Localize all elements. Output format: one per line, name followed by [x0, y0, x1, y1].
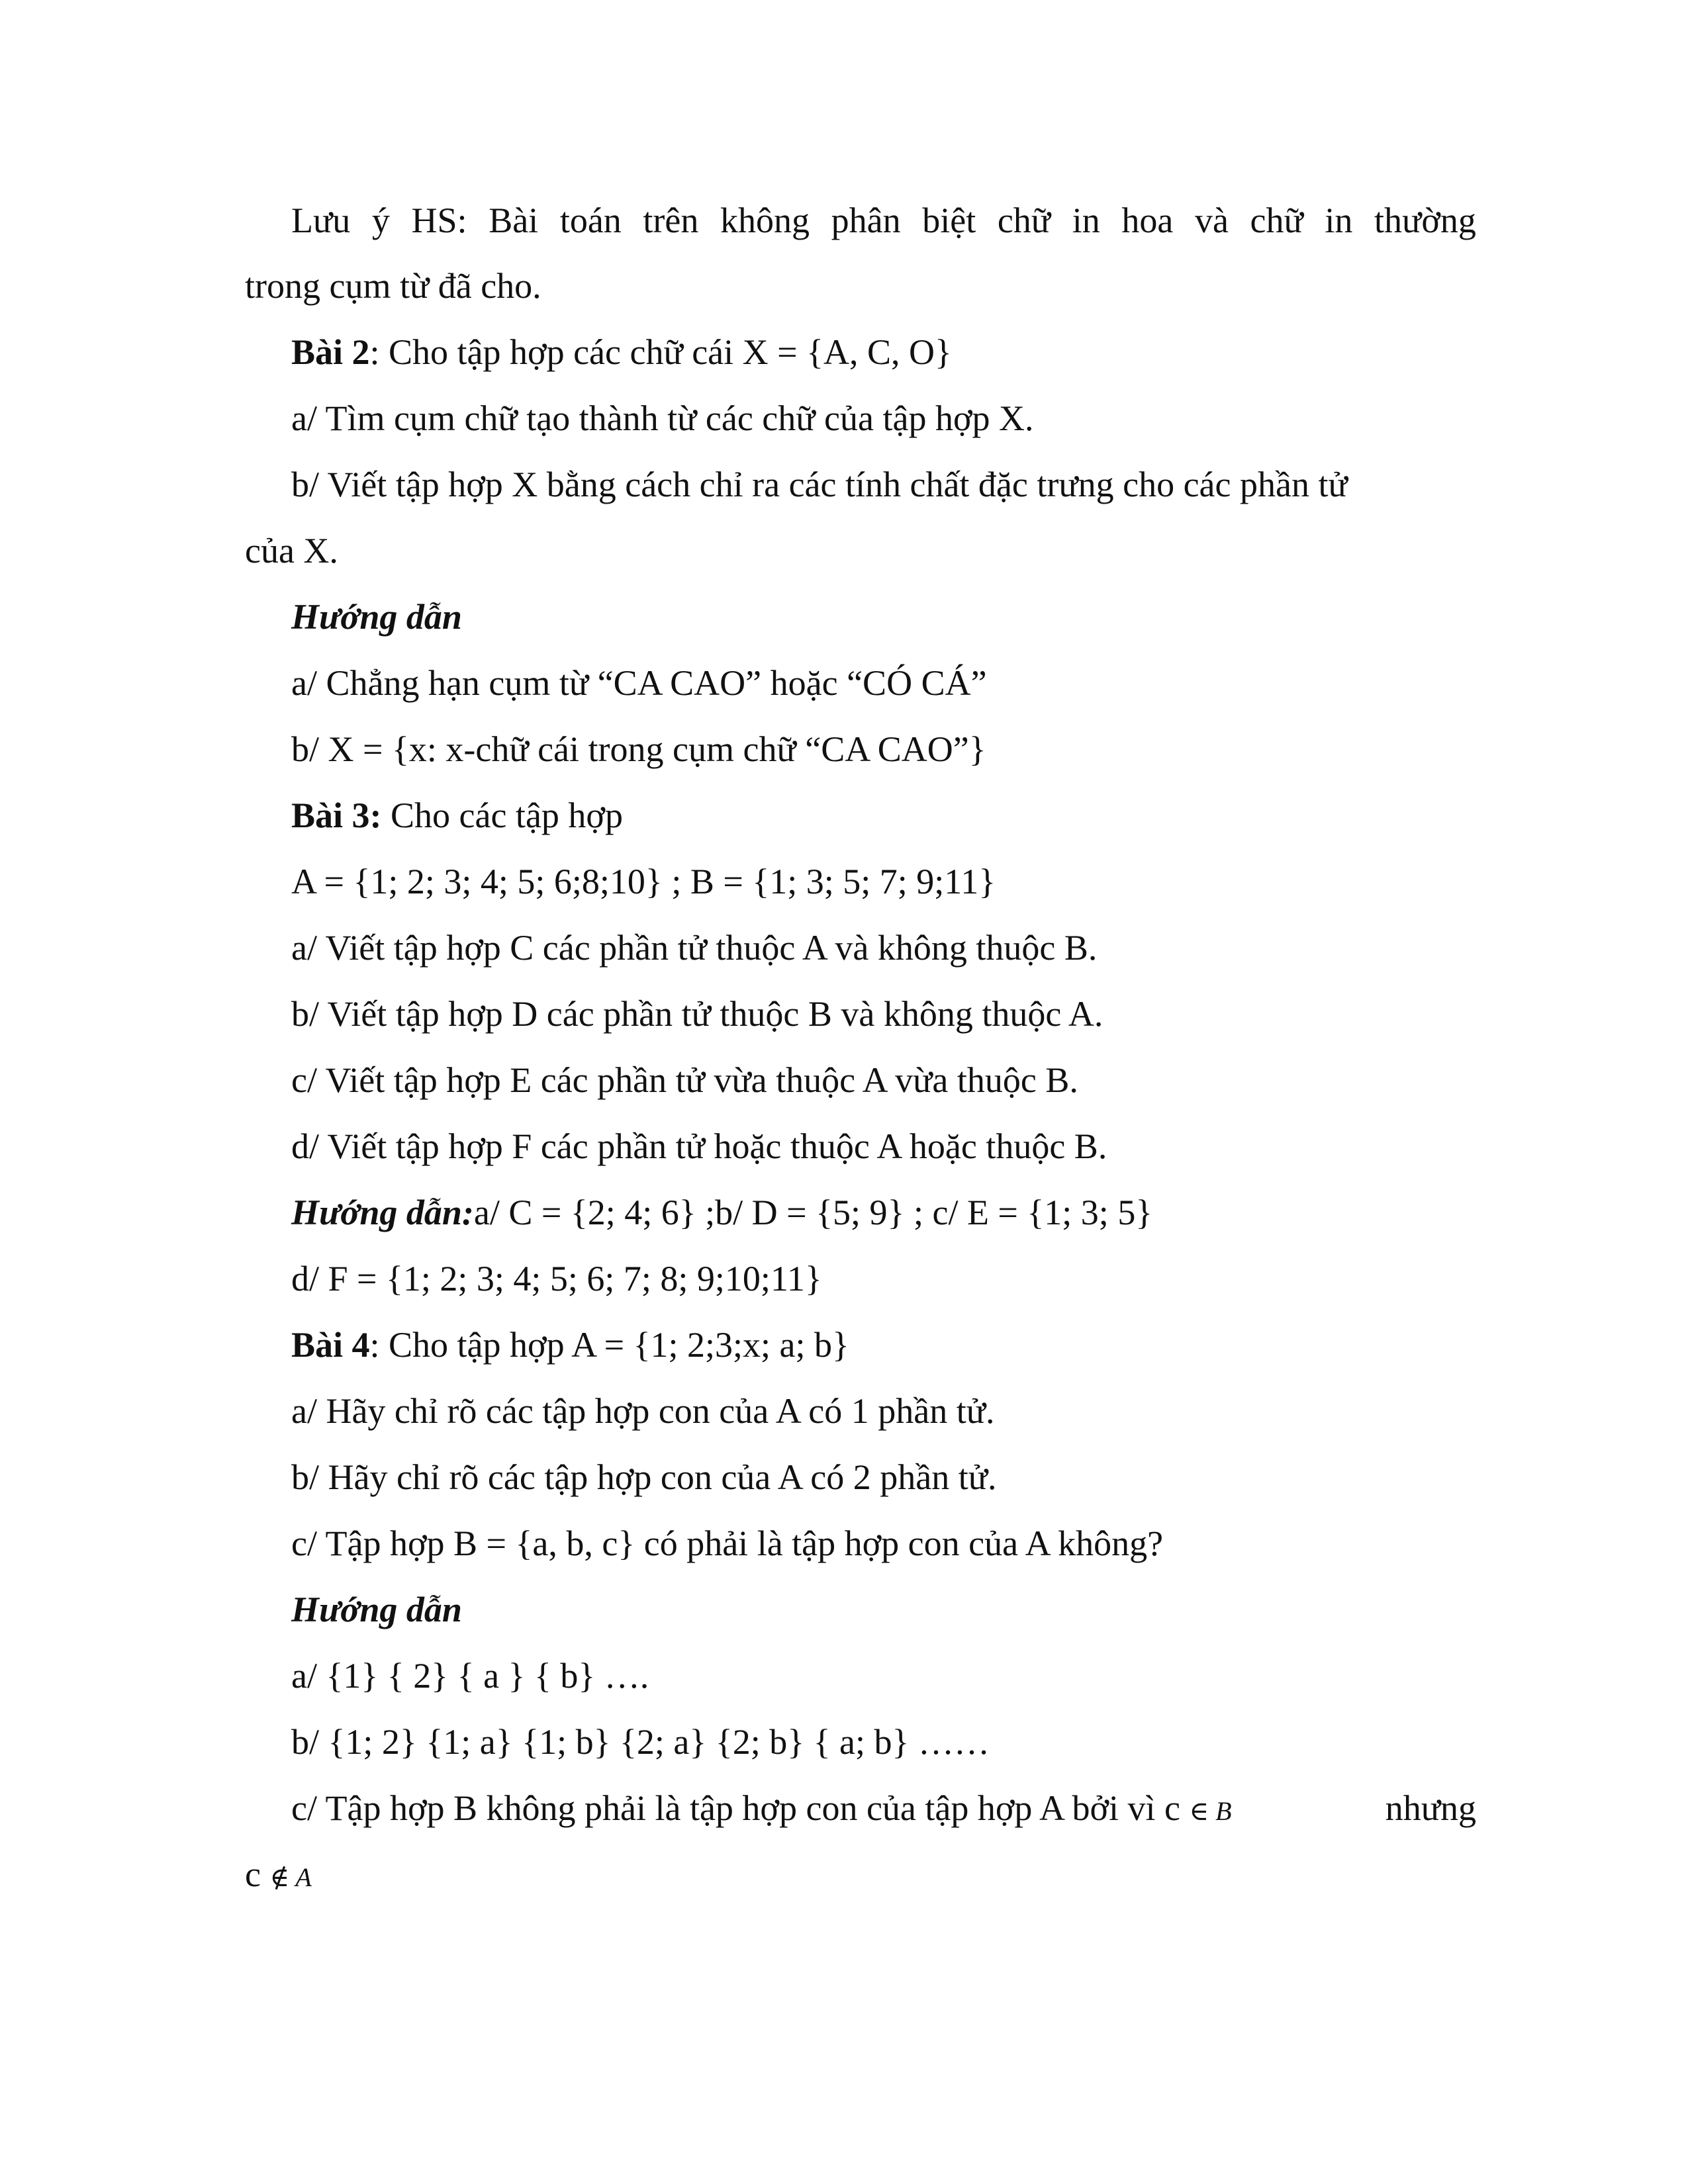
note-word: in: [1072, 201, 1100, 240]
guide-heading-4: Hướng dẫn: [291, 1590, 462, 1629]
guide-4-part-c-end: nhưng: [1385, 1788, 1476, 1828]
note-word: phân: [831, 201, 901, 240]
exercise-4-heading: [291, 1327, 849, 1363]
exercise-3-part-b: b/ Viết tập hợp D các phần tử thuộc B và không thuộc A.: [291, 994, 1103, 1034]
guide-2-part-b: b/ X = {x: x-chữ cái trong cụm chữ “CA CAO”}: [291, 729, 986, 769]
exercise-4-statement: : Cho tập hợp A = {1; 2;3;x; a; b}: [369, 1325, 849, 1365]
note-word: thường: [1374, 201, 1476, 240]
exercise-2-statement: : Cho tập hợp các chữ cái X = {A, C, O}: [369, 332, 952, 372]
exercise-4-label: Bài 4: [291, 1325, 370, 1365]
exercise-3-label: Bài 3:: [291, 796, 382, 835]
exercise-3-part-d: d/ Viết tập hợp F các phần tử hoặc thuộc A hoặc thuộc B.: [291, 1126, 1107, 1166]
note-word: Lưu: [291, 201, 351, 240]
exercise-2-label: Bài 2: [291, 332, 370, 372]
guide-3-line-1: [291, 1195, 1152, 1230]
note-word: chữ: [997, 201, 1051, 240]
guide-4-part-c-cont: [245, 1856, 312, 1892]
exercise-3-heading: [291, 797, 623, 833]
exercise-3-statement: Cho các tập hợp: [381, 796, 623, 835]
note-word: in: [1325, 201, 1353, 240]
note-word: hoa: [1121, 201, 1174, 240]
exercise-2-part-b-cont: của X.: [245, 531, 338, 570]
note-word: chữ: [1250, 201, 1303, 240]
exercise-3-part-a: a/ Viết tập hợp C các phần tử thuộc A và không thuộc B.: [291, 928, 1098, 968]
note-word: không: [720, 201, 810, 240]
exercise-4-part-c: c/ Tập hợp B = {a, b, c} có phải là tập hợp con của A không?: [291, 1524, 1164, 1563]
guide-4-part-c-main: [291, 1790, 1232, 1826]
exercise-3-sets: A = {1; 2; 3; 4; 5; 6;8;10} ; B = {1; 3; 5; 7; 9;11}: [291, 862, 996, 901]
guide-3-answer-d: d/ F = {1; 2; 3; 4; 5; 6; 7; 8; 9;10;11}: [291, 1259, 822, 1298]
guide-4-part-c-cont-text: c: [245, 1854, 270, 1894]
guide-2-part-a: a/ Chẳng hạn cụm từ “CA CAO” hoặc “CÓ CÁ”: [291, 663, 987, 703]
guide-heading-2: Hướng dẫn: [291, 597, 462, 637]
guide-heading-3: Hướng dẫn:: [291, 1193, 474, 1232]
guide-4-part-c-text: c/ Tập hợp B không phải là tập hợp con của tập hợp A bởi vì c: [291, 1788, 1190, 1828]
note-word: biệt: [922, 201, 976, 240]
exercise-4-part-b: b/ Hãy chỉ rõ các tập hợp con của A có 2 phần tử.: [291, 1457, 997, 1497]
note-word: trên: [643, 201, 699, 240]
exercise-2-part-a: a/ Tìm cụm chữ tạo thành từ các chữ của tập hợp X.: [291, 398, 1034, 438]
not-element-of-symbol: ∉: [269, 1862, 290, 1892]
exercise-4-part-a: a/ Hãy chỉ rõ các tập hợp con của A có 1 phần tử.: [291, 1391, 995, 1431]
guide-4-part-c: [291, 1790, 1476, 1826]
guide-4-part-a: a/ {1} { 2} { a } { b} ….: [291, 1656, 649, 1696]
note-word: Bài: [489, 201, 539, 240]
exercise-2-heading: [291, 334, 952, 370]
note-word: toán: [559, 201, 622, 240]
set-b-variable: B: [1209, 1796, 1232, 1826]
set-a-variable: A: [289, 1862, 312, 1892]
element-of-symbol: ∈: [1189, 1796, 1209, 1826]
exercise-3-part-c: c/ Viết tập hợp E các phần tử vừa thuộc A vừa thuộc B.: [291, 1060, 1078, 1100]
exercise-2-part-b: b/ Viết tập hợp X bằng cách chỉ ra các tính chất đặc trưng cho các phần tử: [291, 465, 1348, 504]
note-line-cont: trong cụm từ đã cho.: [245, 266, 541, 306]
note-word: ý: [371, 201, 390, 240]
guide-4-part-b: b/ {1; 2} {1; a} {1; b} {2; a} {2; b} { a; b} ……: [291, 1722, 990, 1762]
note-word: HS:: [411, 201, 467, 240]
guide-3-answers-abc: a/ C = {2; 4; 6} ;b/ D = {5; 9} ; c/ E = {1; 3; 5}: [473, 1193, 1153, 1232]
note-word: và: [1194, 201, 1229, 240]
note-line: [291, 203, 1476, 238]
